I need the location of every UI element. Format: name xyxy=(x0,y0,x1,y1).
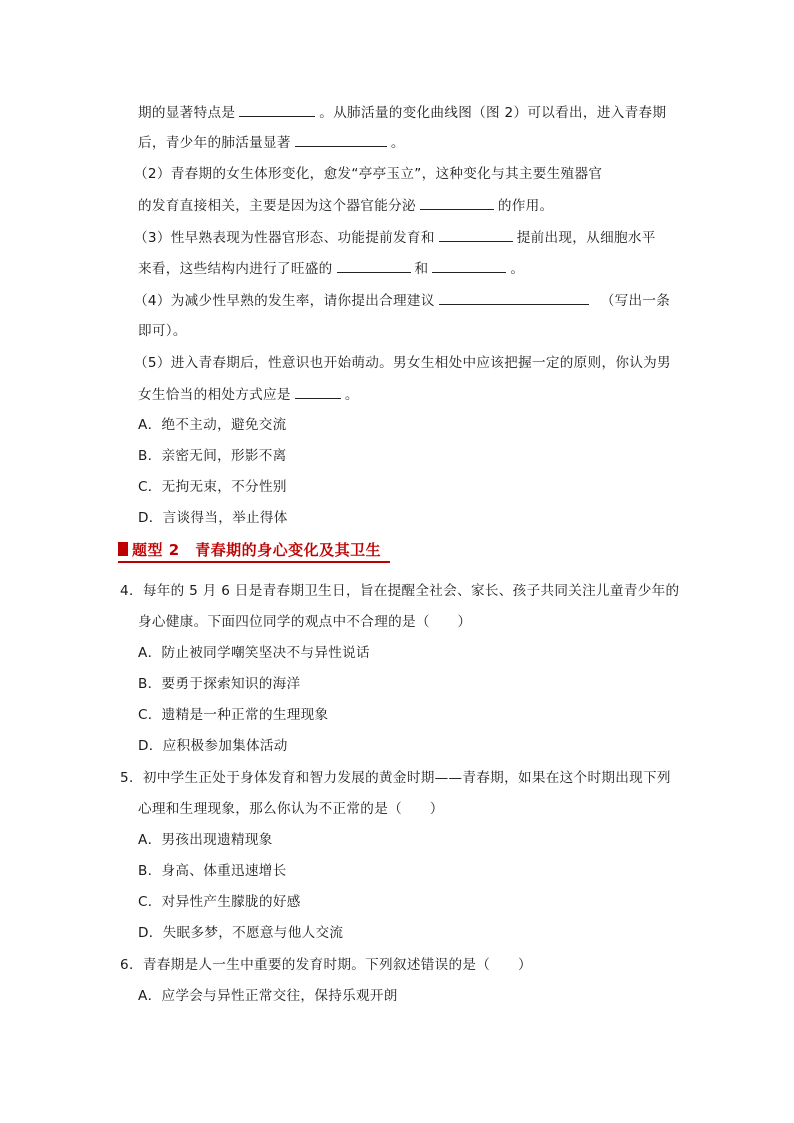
q3-text: 来看，这些结构内进行了旺盛的 xyxy=(138,261,333,277)
q3-text: 。 xyxy=(390,135,405,151)
q3-option-a[interactable]: A．绝不主动，避免交流 xyxy=(138,417,287,433)
answer-blank[interactable] xyxy=(432,257,506,273)
q3-option-c[interactable]: C．无拘无束，不分性别 xyxy=(138,479,287,495)
q3-line-2 xyxy=(138,131,405,153)
heading-marker-icon xyxy=(118,542,128,556)
answer-blank[interactable] xyxy=(420,194,494,210)
q3-text: （3）性早熟表现为性器官形态、功能提前发育和 xyxy=(134,230,435,246)
q3-text: （写出一条 xyxy=(600,293,671,309)
q3-part2-line-1: （2）青春期的女生体形变化，愈发“亭亭玉立”，这种变化与其主要生殖器官 xyxy=(134,166,603,182)
q3-text: 。 xyxy=(344,387,359,403)
q4-stem-line-2: 身心健康。下面四位同学的观点中不合理的是（ ） xyxy=(138,614,472,630)
q6-option-a[interactable]: A．应学会与异性正常交往，保持乐观开朗 xyxy=(138,988,398,1004)
answer-blank[interactable] xyxy=(295,131,387,147)
q5-option-a[interactable]: A．男孩出现遗精现象 xyxy=(138,832,273,848)
q3-part4-line-2: 即可）。 xyxy=(138,323,187,339)
q3-part3-line-2 xyxy=(138,257,524,279)
q3-text: 的发育直接相关，主要是因为这个器官能分泌 xyxy=(138,198,416,214)
q3-part4-line-1 xyxy=(134,289,670,311)
q3-part2-line-2 xyxy=(138,194,553,216)
q3-option-b[interactable]: B．亲密无间，形影不离 xyxy=(138,448,287,464)
q3-text: 。从肺活量的变化曲线图（图 2）可以看出，进入青春期 xyxy=(319,105,667,121)
q4-option-d[interactable]: D．应积极参加集体活动 xyxy=(138,738,288,754)
q5-option-d[interactable]: D．失眠多梦，不愿意与他人交流 xyxy=(138,925,344,941)
q3-text: 。 xyxy=(510,261,525,277)
q3-part3-line-1 xyxy=(134,226,656,248)
q6-stem-line-1: 6．青春期是人一生中重要的发育时期。下列叙述错误的是（ ） xyxy=(120,957,532,973)
q5-stem-line-1: 5．初中学生正处于身体发育和智力发展的黄金时期——青春期，如果在这个时期出现下列 xyxy=(120,770,671,786)
section-title: 题型 2 青春期的身心变化及其卫生 xyxy=(132,540,382,559)
q3-text: 后，青少年的肺活量显著 xyxy=(138,135,291,151)
answer-blank[interactable] xyxy=(439,289,589,305)
q5-option-c[interactable]: C．对异性产生朦胧的好感 xyxy=(138,894,301,910)
answer-blank[interactable] xyxy=(439,226,513,242)
q4-option-b[interactable]: B．要勇于探索知识的海洋 xyxy=(138,676,301,692)
q4-option-a[interactable]: A．防止被同学嘲笑坚决不与异性说话 xyxy=(138,645,370,661)
q4-stem-line-1: 4．每年的 5 月 6 日是青春期卫生日，旨在提醒全社会、家长、孩子共同关注儿童青少年的 xyxy=(120,583,680,599)
q3-line-1 xyxy=(138,101,666,123)
q3-text: 提前出现，从细胞水平 xyxy=(516,230,656,246)
answer-blank[interactable] xyxy=(239,101,315,117)
q3-text: 女生恰当的相处方式应是 xyxy=(138,387,291,403)
heading-underline xyxy=(118,561,390,563)
q4-option-c[interactable]: C．遗精是一种正常的生理现象 xyxy=(138,707,329,723)
q3-text: 的作用。 xyxy=(497,198,554,214)
q3-option-d[interactable]: D．言谈得当，举止得体 xyxy=(138,510,288,526)
answer-blank[interactable] xyxy=(295,383,341,399)
q3-text: 期的显著特点是 xyxy=(138,105,236,121)
q3-text: （4）为减少性早熟的发生率，请你提出合理建议 xyxy=(134,293,435,309)
q3-text: 和 xyxy=(414,261,429,277)
q3-part5-line-1: （5）进入青春期后，性意识也开始萌动。男女生相处中应该把握一定的原则，你认为男 xyxy=(134,355,671,371)
q5-option-b[interactable]: B．身高、体重迅速增长 xyxy=(138,863,287,879)
section-heading xyxy=(118,536,381,562)
q3-part5-line-2 xyxy=(138,383,359,405)
q5-stem-line-2: 心理和生理现象，那么你认为不正常的是（ ） xyxy=(138,801,444,817)
answer-blank[interactable] xyxy=(337,257,411,273)
